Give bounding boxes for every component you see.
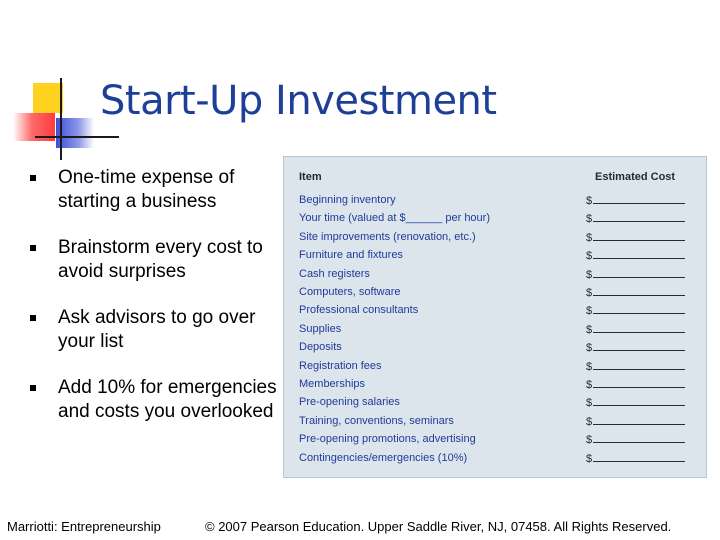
table-cell-cost (586, 378, 690, 391)
currency-symbol: $ (586, 452, 593, 465)
bullet-item (28, 236, 278, 284)
table-row (284, 341, 706, 359)
table-cell-cost (586, 304, 690, 317)
table-cell-cost (586, 433, 690, 446)
cost-blank-line (593, 360, 685, 370)
table-cell-cost (586, 268, 690, 281)
table-cell-item: Computers, software (299, 286, 401, 298)
currency-symbol: $ (586, 397, 593, 410)
table-cell-cost (586, 452, 690, 465)
table-cell-item: Your time (valued at $______ per hour) (299, 212, 490, 225)
currency-symbol: $ (586, 231, 593, 244)
currency-symbol: $ (586, 195, 593, 207)
cost-blank-line (593, 396, 685, 406)
table-cell-cost (586, 249, 690, 262)
table-cell-item: Pre-opening salaries (299, 396, 400, 409)
cost-blank-line (593, 212, 685, 222)
bullet-square-icon (30, 245, 36, 251)
table-cell-item: Supplies (299, 322, 342, 335)
currency-symbol: $ (586, 415, 593, 428)
table-row (284, 286, 706, 304)
table-row (284, 231, 706, 249)
startup-cost-table (283, 156, 707, 478)
footer-copyright: © 2007 Pearson Education. Upper Saddle River, NJ, 07458. All Rights Reserved. (205, 519, 672, 534)
table-row (284, 323, 706, 341)
cost-blank-line (593, 249, 685, 259)
cost-blank-line (593, 268, 685, 278)
table-cell-item: Furniture and fixtures (299, 249, 403, 262)
currency-symbol: $ (586, 287, 593, 299)
column-header-estimated-cost: Estimated Cost (595, 171, 676, 183)
table-cell-item: Beginning inventory (299, 194, 396, 206)
currency-symbol: $ (586, 323, 593, 336)
horizontal-rule (35, 136, 119, 138)
bullet-text: One-time expense of starting a business (58, 167, 235, 212)
bullet-item (28, 306, 278, 354)
table-cell-item: Training, conventions, seminars (299, 414, 454, 427)
currency-symbol: $ (586, 342, 593, 355)
table-cell-item: Cash registers (299, 267, 370, 280)
table-cell-item: Pre-opening promotions, advertising (299, 433, 476, 446)
currency-symbol: $ (586, 379, 593, 391)
table-cell-cost (586, 415, 690, 428)
slide-logo-decoration (0, 0, 110, 170)
table-cell-cost (586, 323, 690, 336)
table-row (284, 396, 706, 414)
bullet-item (28, 166, 278, 214)
bullet-item (28, 376, 278, 424)
bullet-square-icon (30, 315, 36, 321)
table-row (284, 249, 706, 267)
yellow-square (33, 83, 63, 113)
cost-blank-line (593, 341, 685, 351)
table-cell-cost (586, 286, 690, 299)
table-cell-item: Contingencies/emergencies (10%) (299, 451, 468, 464)
table-row (284, 212, 706, 230)
table-row (284, 378, 706, 396)
cost-blank-line (593, 304, 685, 314)
currency-symbol: $ (586, 360, 593, 373)
cost-blank-line (593, 378, 685, 388)
currency-symbol: $ (586, 250, 593, 263)
table-row (284, 433, 706, 451)
table-row (284, 415, 706, 433)
table-cell-item: Professional consultants (299, 304, 419, 317)
table-cell-cost (586, 194, 690, 207)
table-row (284, 452, 706, 470)
table-cell-item: Memberships (299, 378, 366, 390)
table-row (284, 360, 706, 378)
bullet-text: Ask advisors to go over your list (58, 307, 256, 352)
bullet-square-icon (30, 175, 36, 181)
currency-symbol: $ (586, 268, 593, 281)
table-cell-cost (586, 212, 690, 225)
vertical-rule (60, 78, 62, 160)
table-row (284, 304, 706, 322)
table-cell-item: Site improvements (renovation, etc.) (299, 230, 476, 243)
cost-blank-line (593, 452, 685, 462)
table-row (284, 268, 706, 286)
bullet-square-icon (30, 385, 36, 391)
table-cell-cost (586, 396, 690, 409)
cost-blank-line (593, 286, 685, 296)
table-cell-item: Registration fees (299, 359, 382, 372)
table-cell-cost (586, 360, 690, 373)
cost-blank-line (593, 415, 685, 425)
column-header-item: Item (299, 171, 322, 183)
cost-blank-line (593, 194, 685, 204)
cost-blank-line (593, 433, 685, 443)
bullet-text: Brainstorm every cost to avoid surprises (58, 237, 263, 282)
currency-symbol: $ (586, 213, 593, 226)
table-row (284, 194, 706, 212)
table-cell-cost (586, 341, 690, 354)
page-title: Start-Up Investment (100, 78, 497, 124)
cost-blank-line (593, 231, 685, 241)
table-cell-cost (586, 231, 690, 244)
bullet-text: Add 10% for emergencies and costs you overlooked (58, 377, 277, 422)
table-cell-item: Deposits (299, 341, 342, 354)
cost-blank-line (593, 323, 685, 333)
bullet-list (28, 166, 278, 446)
currency-symbol: $ (586, 305, 593, 318)
currency-symbol: $ (586, 434, 593, 447)
footer-course: Marriotti: Entrepreneurship (7, 519, 161, 534)
